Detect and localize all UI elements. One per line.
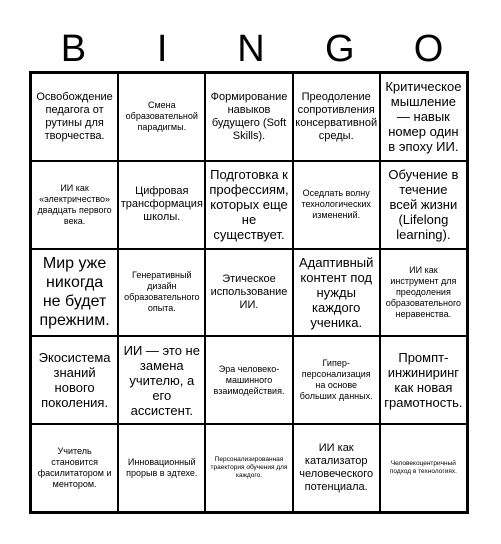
bingo-cell-text: Мир уже никогда не будет прежним. <box>39 255 110 330</box>
bingo-cell[interactable] <box>31 161 118 249</box>
bingo-cell-text: ИИ как «электричество» двадцать первого века. <box>37 182 112 226</box>
bingo-cell[interactable] <box>380 424 467 512</box>
title-letter-g: G <box>325 28 355 70</box>
bingo-cell-text: Инновационный прорыв в эдтехе. <box>126 457 198 479</box>
bingo-cell[interactable] <box>293 424 380 512</box>
bingo-cell[interactable] <box>31 336 118 424</box>
bingo-title <box>29 26 473 72</box>
bingo-cell[interactable] <box>205 336 292 424</box>
bingo-cell[interactable] <box>205 73 292 161</box>
bingo-cell-text: Формирование навыков будущего (Soft Skills). <box>210 90 288 142</box>
bingo-cell-text: ИИ как катализатор человеческого потенциала. <box>299 442 374 494</box>
bingo-cell[interactable] <box>118 249 205 337</box>
bingo-cell-text: Персонализированная траектория обучения для каждого. <box>210 456 288 480</box>
bingo-cell-text: Критическое мышление — навык номер один в эпоху ИИ. <box>385 79 462 155</box>
title-letter-i: I <box>156 28 168 70</box>
bingo-cell[interactable] <box>293 161 380 249</box>
bingo-cell-text: Промпт-инжиниринг как новая грамотность. <box>384 350 463 411</box>
bingo-cell[interactable] <box>205 249 292 337</box>
bingo-cell[interactable] <box>31 424 118 512</box>
bingo-cell-text: Оседлать волну технологических изменений. <box>301 188 371 221</box>
bingo-cell-text: Гипер-персонализация на основе больших данных. <box>299 358 373 402</box>
bingo-cell[interactable] <box>293 249 380 337</box>
bingo-cell[interactable] <box>293 73 380 161</box>
bingo-cell-text: Смена образовательной парадигмы. <box>125 100 198 133</box>
bingo-cell-text: Обучение в течение всей жизни (Lifelong learning). <box>388 167 459 243</box>
bingo-cell-text: ИИ как инструмент для преодоления образовательного неравенства. <box>385 264 462 319</box>
bingo-cell[interactable] <box>118 336 205 424</box>
bingo-cell-text: Экосистема знаний нового поколения. <box>38 350 111 411</box>
title-letter-b: B <box>60 28 87 70</box>
bingo-cell-text: Освобождение педагога от рутины для творчества. <box>36 90 113 142</box>
bingo-cell[interactable] <box>380 336 467 424</box>
bingo-cell-text: Человекоцентричный подход в технологиях. <box>389 460 457 476</box>
bingo-cell-text: Этическое использование ИИ. <box>210 272 288 311</box>
bingo-cell[interactable] <box>380 161 467 249</box>
bingo-cell-text: Цифровая трансформация школы. <box>120 185 203 224</box>
bingo-cell[interactable] <box>31 73 118 161</box>
bingo-cell[interactable] <box>205 424 292 512</box>
bingo-cell-text: Преодоление сопротивления консервативной среды. <box>295 90 378 142</box>
bingo-cell[interactable] <box>118 161 205 249</box>
bingo-cell-text: ИИ — это не замена учителю, а его ассистент. <box>123 342 200 418</box>
bingo-cell[interactable] <box>380 73 467 161</box>
bingo-cell[interactable] <box>293 336 380 424</box>
bingo-cell-text: Подготовка к профессиям, которых еще не существует. <box>209 167 289 243</box>
bingo-cell-text: Генеративный дизайн образовательного опыта. <box>124 270 200 314</box>
bingo-cell[interactable] <box>380 249 467 337</box>
title-letter-o: O <box>413 28 444 70</box>
bingo-cell[interactable] <box>118 73 205 161</box>
bingo-cell[interactable] <box>31 249 118 337</box>
bingo-grid <box>29 71 469 514</box>
bingo-cell[interactable] <box>205 161 292 249</box>
bingo-cell-text: Эра человеко-машинного взаимодействия. <box>213 363 285 396</box>
bingo-cell-text: Адаптивный контент под нужды каждого ученика. <box>298 254 374 330</box>
bingo-cell[interactable] <box>118 424 205 512</box>
bingo-cell-text: Учитель становится фасилитатором и ментором. <box>37 446 112 490</box>
title-letter-n: N <box>237 28 265 70</box>
